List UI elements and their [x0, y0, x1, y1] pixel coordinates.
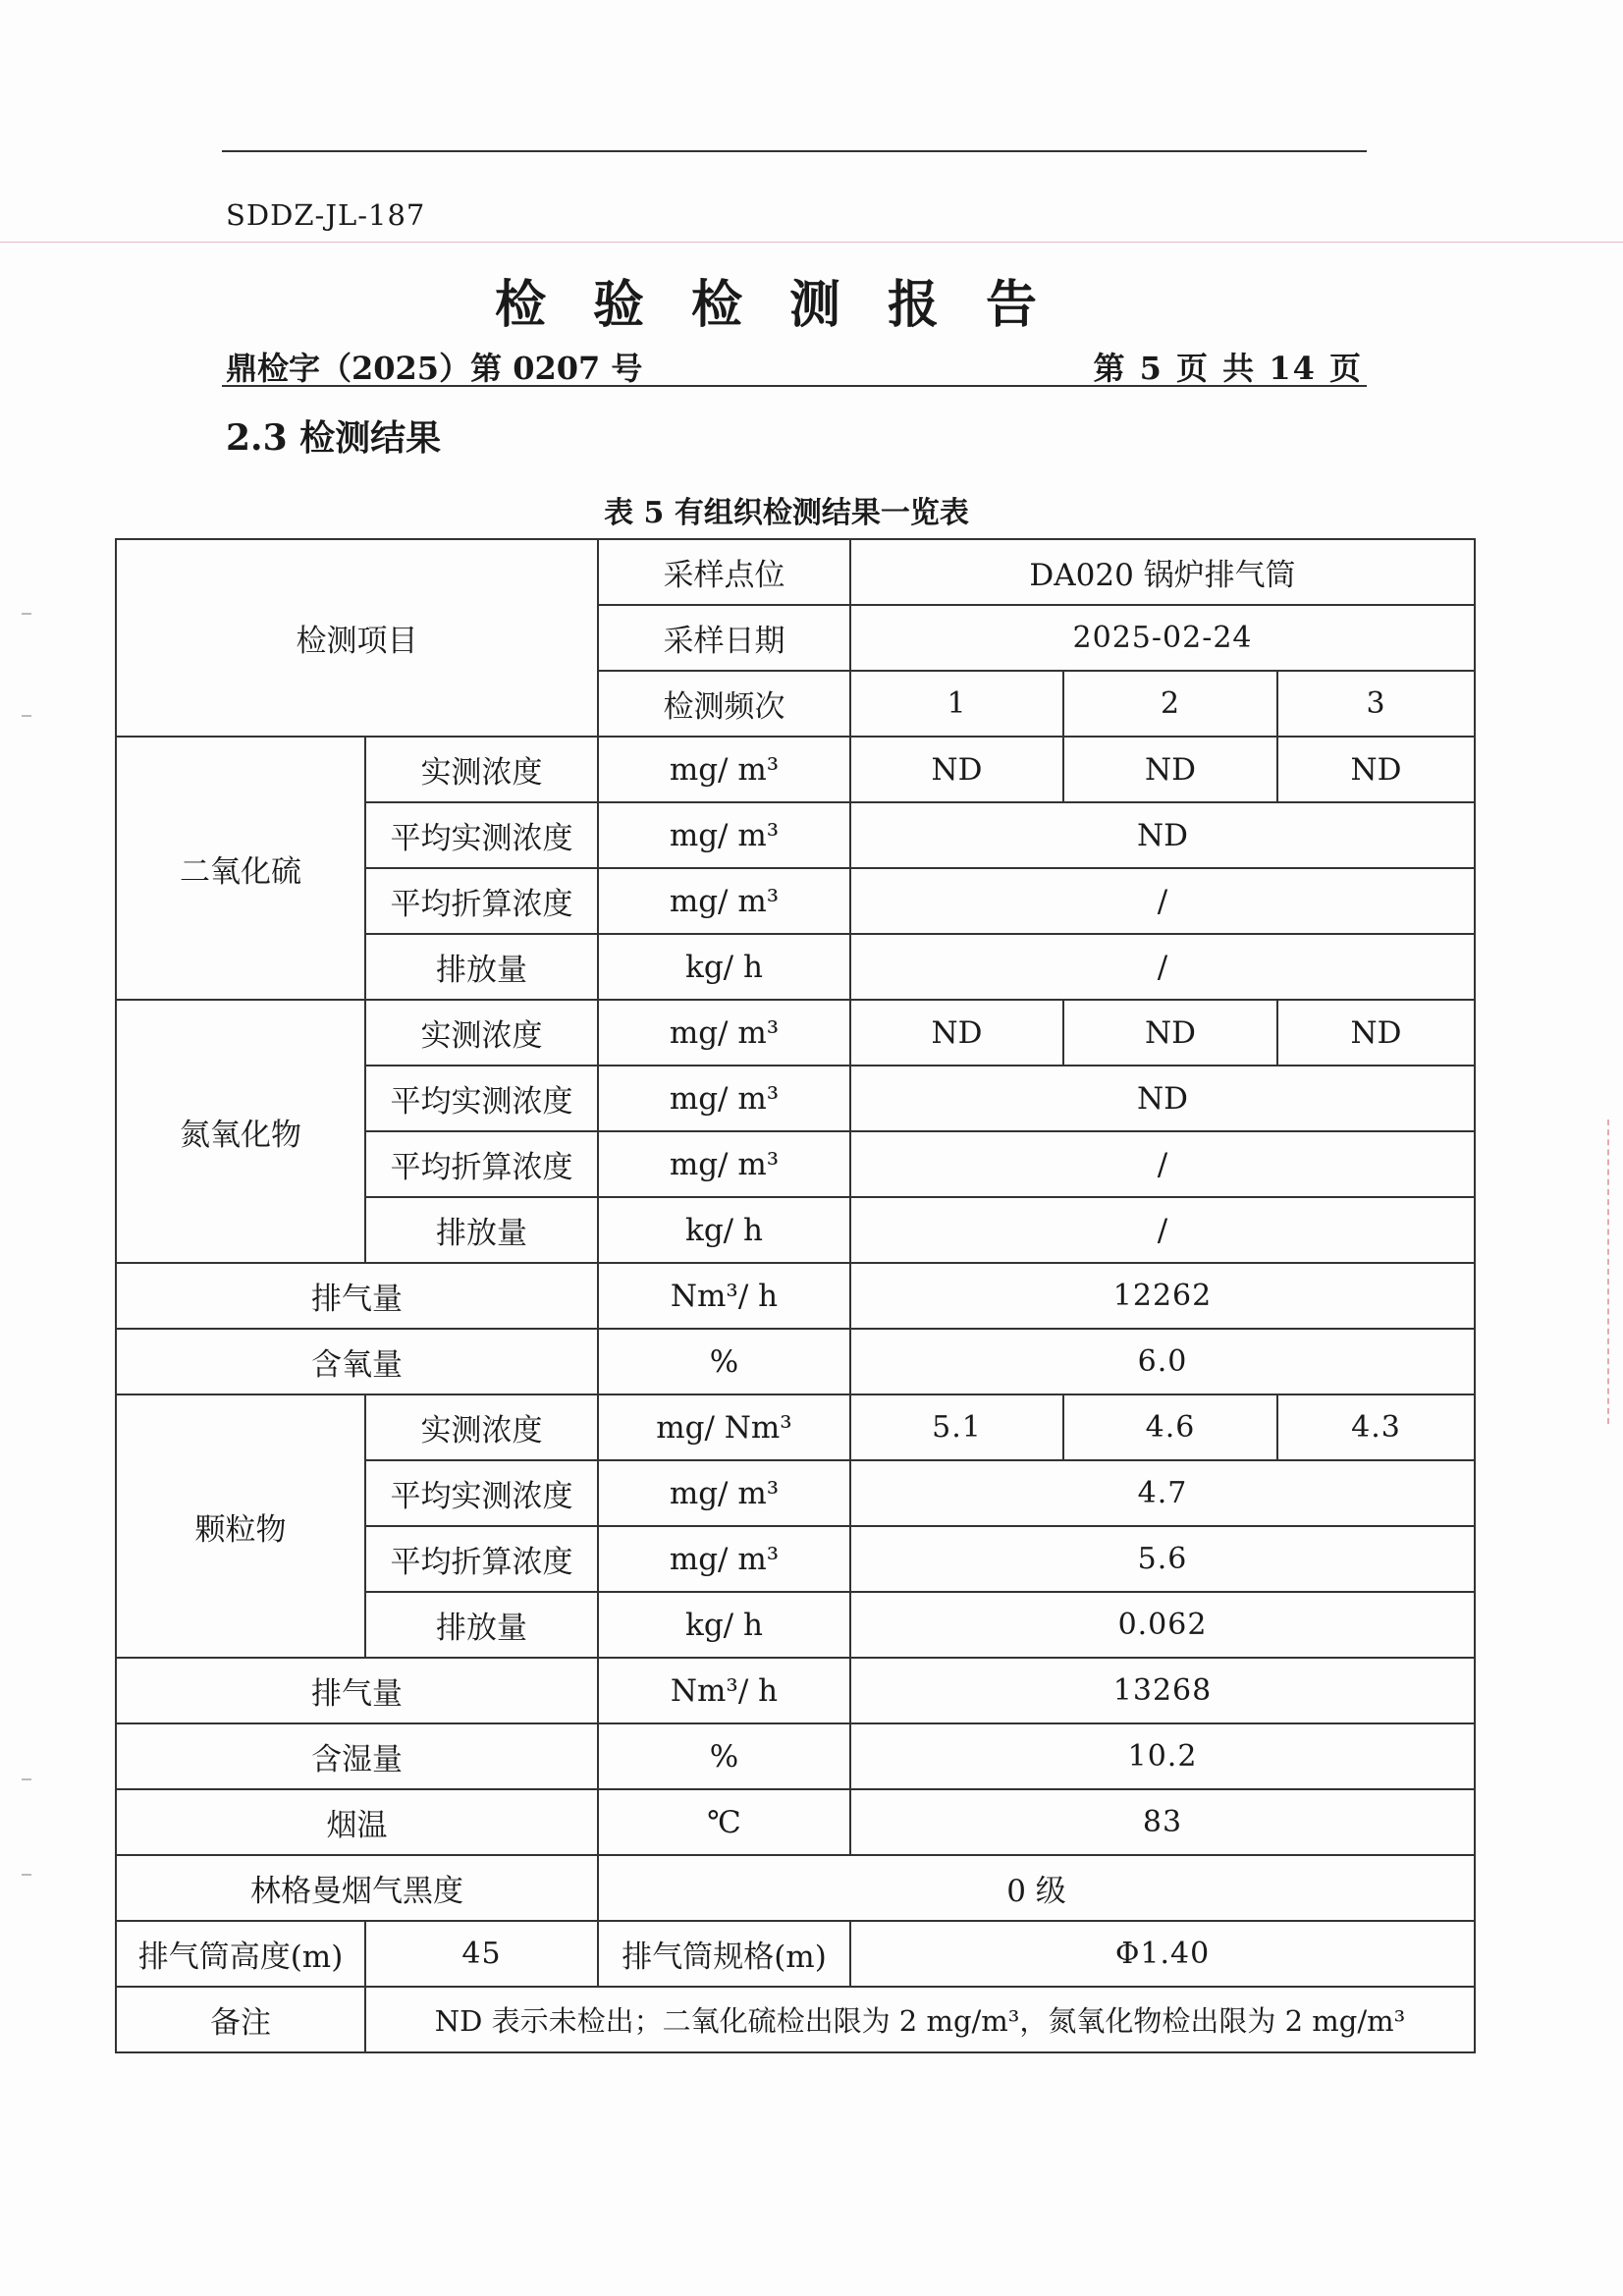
ringelmann-value: 0 级: [598, 1855, 1475, 1921]
pm-converted-unit: mg/ m³: [598, 1526, 850, 1592]
table-row: [116, 1329, 1475, 1394]
so2-converted-label: 平均折算浓度: [365, 868, 598, 934]
table-row: [116, 1789, 1475, 1855]
so2-emission-label: 排放量: [365, 934, 598, 1000]
stack-spec-label: 排气筒规格(m): [598, 1921, 850, 1987]
nox-emission-value: /: [850, 1197, 1475, 1263]
pm-measured-3: 4.3: [1277, 1394, 1475, 1460]
table-row: [116, 1000, 1475, 1066]
scan-mark: [22, 613, 31, 615]
nox-avg-unit: mg/ m³: [598, 1066, 850, 1131]
pm-measured-label: 实测浓度: [365, 1394, 598, 1460]
table-row: [116, 1263, 1475, 1329]
temperature-value: 83: [850, 1789, 1475, 1855]
so2-avg-unit: mg/ m³: [598, 802, 850, 868]
oxygen-value: 6.0: [850, 1329, 1475, 1394]
so2-measured-3: ND: [1277, 737, 1475, 802]
sampling-point-label: 采样点位: [598, 539, 850, 605]
so2-measured-unit: mg/ m³: [598, 737, 850, 802]
frequency-3: 3: [1277, 671, 1475, 737]
oxygen-label: 含氧量: [116, 1329, 598, 1394]
so2-avg-label: 平均实测浓度: [365, 802, 598, 868]
sampling-date-value: 2025-02-24: [850, 605, 1475, 671]
so2-avg-value: ND: [850, 802, 1475, 868]
pm-measured-unit: mg/ Nm³: [598, 1394, 850, 1460]
ringelmann-label: 林格曼烟气黑度: [116, 1855, 598, 1921]
pm-name: 颗粒物: [116, 1394, 365, 1658]
section-heading: 2.3 检测结果: [226, 417, 442, 459]
exhaust-2-label: 排气量: [116, 1658, 598, 1723]
pm-emission-unit: kg/ h: [598, 1592, 850, 1658]
nox-emission-unit: kg/ h: [598, 1197, 850, 1263]
so2-measured-label: 实测浓度: [365, 737, 598, 802]
nox-emission-label: 排放量: [365, 1197, 598, 1263]
table-row: [116, 1723, 1475, 1789]
so2-converted-unit: mg/ m³: [598, 868, 850, 934]
nox-name: 氮氧化物: [116, 1000, 365, 1263]
table-caption: 表 5 有组织检测结果一览表: [604, 496, 969, 530]
scan-line: [0, 242, 1623, 243]
sampling-point-value: DA020 锅炉排气筒: [850, 539, 1475, 605]
nox-converted-unit: mg/ m³: [598, 1131, 850, 1197]
table-row: [116, 1855, 1475, 1921]
moisture-label: 含湿量: [116, 1723, 598, 1789]
pm-converted-label: 平均折算浓度: [365, 1526, 598, 1592]
exhaust-1-label: 排气量: [116, 1263, 598, 1329]
remark-label: 备注: [116, 1987, 365, 2052]
seal-edge: [1607, 1120, 1623, 1424]
nox-measured-label: 实测浓度: [365, 1000, 598, 1066]
project-header: 检测项目: [116, 539, 598, 737]
so2-measured-2: ND: [1063, 737, 1277, 802]
stack-height-label: 排气筒高度(m): [116, 1921, 365, 1987]
pm-converted-value: 5.6: [850, 1526, 1475, 1592]
pm-avg-unit: mg/ m³: [598, 1460, 850, 1526]
exhaust-1-unit: Nm³/ h: [598, 1263, 850, 1329]
pm-emission-label: 排放量: [365, 1592, 598, 1658]
nox-avg-value: ND: [850, 1066, 1475, 1131]
frequency-label: 检测频次: [598, 671, 850, 737]
stack-spec-value: Φ1.40: [850, 1921, 1475, 1987]
remark-text: ND 表示未检出；二氧化硫检出限为 2 mg/m³，氮氧化物检出限为 2 mg/m³: [365, 1987, 1475, 2052]
so2-emission-unit: kg/ h: [598, 934, 850, 1000]
table-row: [116, 1394, 1475, 1460]
temperature-label: 烟温: [116, 1789, 598, 1855]
nox-measured-unit: mg/ m³: [598, 1000, 850, 1066]
stack-height-value: 45: [365, 1921, 598, 1987]
table-row: [116, 737, 1475, 802]
table-row: [116, 539, 1475, 605]
pm-emission-value: 0.062: [850, 1592, 1475, 1658]
scan-mark: [22, 715, 31, 717]
oxygen-unit: %: [598, 1329, 850, 1394]
doc-code: SDDZ-JL-187: [226, 198, 426, 232]
report-ref-line: [222, 344, 1367, 387]
report-number: 鼎检字（2025）第 0207 号: [226, 350, 643, 387]
table-row: [116, 1921, 1475, 1987]
temperature-unit: ℃: [598, 1789, 850, 1855]
header-rule: [222, 150, 1367, 152]
pm-measured-1: 5.1: [850, 1394, 1063, 1460]
exhaust-2-unit: Nm³/ h: [598, 1658, 850, 1723]
pm-avg-value: 4.7: [850, 1460, 1475, 1526]
exhaust-1-value: 12262: [850, 1263, 1475, 1329]
pm-measured-2: 4.6: [1063, 1394, 1277, 1460]
table-row: [116, 1658, 1475, 1723]
exhaust-2-value: 13268: [850, 1658, 1475, 1723]
table-row: [116, 1987, 1475, 2052]
nox-measured-1: ND: [850, 1000, 1063, 1066]
page-info: 第 5 页 共 14 页: [1093, 350, 1363, 387]
frequency-1: 1: [850, 671, 1063, 737]
nox-converted-value: /: [850, 1131, 1475, 1197]
nox-converted-label: 平均折算浓度: [365, 1131, 598, 1197]
sampling-date-label: 采样日期: [598, 605, 850, 671]
pm-avg-label: 平均实测浓度: [365, 1460, 598, 1526]
so2-converted-value: /: [850, 868, 1475, 934]
scan-mark: [22, 1778, 31, 1780]
scan-mark: [22, 1874, 31, 1876]
nox-measured-2: ND: [1063, 1000, 1277, 1066]
results-table: [115, 538, 1476, 2053]
nox-avg-label: 平均实测浓度: [365, 1066, 598, 1131]
moisture-unit: %: [598, 1723, 850, 1789]
so2-measured-1: ND: [850, 737, 1063, 802]
moisture-value: 10.2: [850, 1723, 1475, 1789]
report-title: 检验检测报告: [494, 275, 1084, 335]
so2-name: 二氧化硫: [116, 737, 365, 1000]
frequency-2: 2: [1063, 671, 1277, 737]
nox-measured-3: ND: [1277, 1000, 1475, 1066]
so2-emission-value: /: [850, 934, 1475, 1000]
